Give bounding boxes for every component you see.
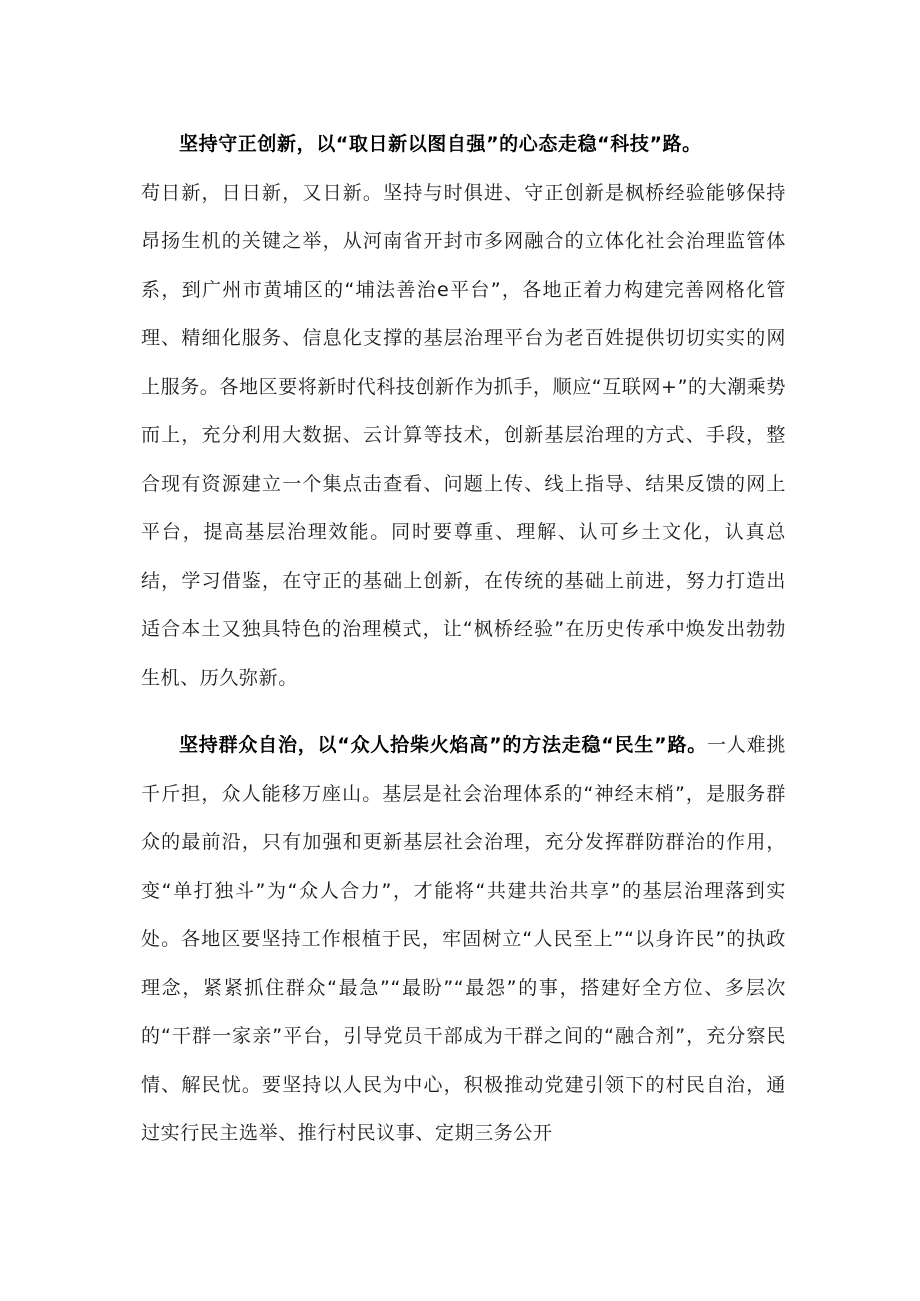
paragraph-body: 一人难挑千斤担，众人能移万座山。基层是社会治理体系的“神经末梢”，是服务群众的最前沿，只有加强和更新基层社会治理，充分发挥群防群治的作用，变“单打独斗”为“众人合力”，才能将“共建共治共享”的基层治理落到实处。各地区要坚持工作根植于民，牢固树立“人民至上”“以身许民”的执政理念，紧紧抓住群众“最急”“最盼”“最怨”的事，搭建好全方位、多层次的“干群一家亲”平台，引导党员干部成为干群之间的“融合剂”，充分察民情、解民忧。要坚持以人民为中心，积极推动党建引领下的村民自治，通过实行民主选举、推行村民议事、定期三务公开 — [141, 734, 786, 1144]
paragraph-body: 苟日新，日日新，又日新。坚持与时俱进、守正创新是枫桥经验能够保持昂扬生机的关键之举，从河南省开封市多网融合的立体化社会治理监管体系，到广州市黄埔区的“埔法善治e平台”，各地正着力构建完善网格化管理、精细化服务、信息化支撑的基层治理平台为老百姓提供切切实实的网上服务。各地区要将新时代科技创新作为抓手，顺应“互联网+”的大潮乘势而上，充分利用大数据、云计算等技术，创新基层治理的方式、手段，整合现有资源建立一个集点击查看、问题上传、线上指导、结果反馈的网上平台，提高基层治理效能。同时要尊重、理解、认可乡土文化，认真总结，学习借鉴，在守正的基础上创新，在传统的基础上前进，努力打造出适合本土又独具特色的治理模式，让“枫桥经验”在历史传承中焕发出勃勃生机、历久弥新。 — [141, 181, 787, 689]
paragraph-heading: 坚持守正创新，以“取日新以图自强”的心态走稳“科技”路。 — [179, 133, 702, 155]
paragraph-heading: 坚持群众自治，以“众人拾柴火焰高”的方法走稳“民生”路。 — [179, 734, 708, 756]
paragraph-tech-road — [141, 120, 786, 702]
paragraph-livelihood-road — [141, 721, 786, 1158]
